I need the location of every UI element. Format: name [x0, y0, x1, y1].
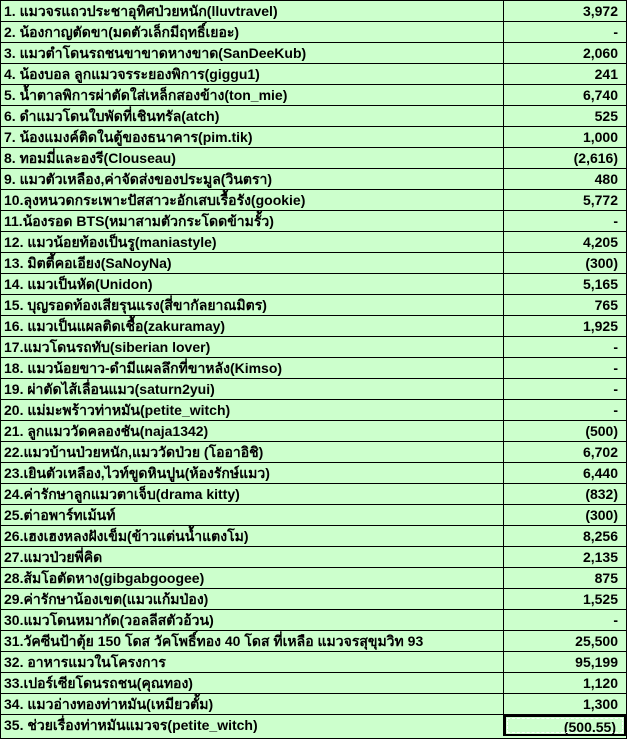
amount-cell[interactable]: - — [613, 24, 618, 40]
description-cell[interactable]: 31.วัคซีนป้าตุ้ย 150 โดส วัคโพธิ์ทอง 40 โดส ที่เหลือ แมวจรสุขุมวิท 93 — [1, 631, 504, 651]
amount-cell[interactable]: 1,000 — [582, 129, 618, 145]
description-cell[interactable]: 30.แมวโดนหมากัด(วอลลีสตัวอ้วน) — [1, 610, 504, 630]
description-cell[interactable]: 20. แม่มะพร้าวท่าหมัน(petite_witch) — [1, 400, 504, 420]
amount-cell[interactable]: (300) — [585, 507, 618, 523]
amount-cell[interactable]: (300) — [585, 255, 618, 271]
description-cell[interactable]: 19. ผ่าตัดไส้เลื่อนแมว(saturn2yui) — [1, 379, 504, 399]
amount-cell[interactable]: 2,060 — [582, 45, 618, 61]
amount-cell[interactable]: - — [613, 339, 618, 355]
description-cell[interactable]: 34. แมวอ่างทองท่าหมัน(เหมียวตั้ม) — [1, 694, 504, 714]
amount-cell[interactable]: (500) — [585, 423, 618, 439]
description-cell[interactable]: 25.ต่าอพาร์ทเม้นท์ — [1, 505, 504, 525]
description-cell[interactable]: 28.ส้มโอตัดหาง(gibgabgoogee) — [1, 568, 504, 588]
table-row — [1, 589, 626, 610]
table-row — [1, 43, 626, 64]
table-row — [1, 211, 626, 232]
table-row — [1, 568, 626, 589]
description-cell[interactable]: 5. น้ำตาลพิการผ่าตัดใส่เหล็กสองข้าง(ton_mie) — [1, 85, 504, 105]
description-cell[interactable]: 1. แมวจรแถวประชาอุทิศป่วยหนัก(lluvtravel) — [1, 1, 504, 21]
amount-cell[interactable]: 1,925 — [582, 318, 618, 334]
table-row — [1, 421, 626, 442]
description-cell[interactable]: 17.แมวโดนรถทับ(siberian lover) — [1, 337, 504, 357]
amount-cell[interactable]: 241 — [594, 66, 618, 82]
table-row — [1, 85, 626, 106]
amount-cell[interactable]: (832) — [585, 486, 618, 502]
amount-cell[interactable]: 5,165 — [582, 276, 618, 292]
table-row — [1, 694, 626, 715]
description-cell[interactable]: 35. ช่วยเรื่องท่าหมันแมวจร(petite_witch) — [1, 715, 504, 736]
description-cell[interactable]: 26.เฮงเฮงหลงฝังเข็ม(ข้าวแต่นน้ำแตงโม) — [1, 526, 504, 546]
table-row — [1, 295, 626, 316]
table-row — [1, 253, 626, 274]
table-row — [1, 127, 626, 148]
amount-cell[interactable]: 1,120 — [582, 675, 618, 691]
description-cell[interactable]: 18. แมวน้อยขาว-ดำมีแผลลึกที่ขาหลัง(Kimso) — [1, 358, 504, 378]
amount-cell[interactable]: - — [613, 213, 618, 229]
description-cell[interactable]: 7. น้องแมงค์ติดในตู้ของธนาคาร(pim.tik) — [1, 127, 504, 147]
table-row — [1, 169, 626, 190]
table-row — [1, 1, 626, 22]
description-cell[interactable]: 22.แมวบ้านป่วยหนัก,แมววัดป่วย (โออาอิชิ) — [1, 442, 504, 462]
description-cell[interactable]: 8. ทอมมี่และองรี(Clouseau) — [1, 148, 504, 168]
table-row — [1, 463, 626, 484]
description-cell[interactable]: 23.เยินตัวเหลือง,ไวท์ขูดหินปูน(ห้องรักษ์แมว) — [1, 463, 504, 483]
description-cell[interactable]: 15. บุญรอดท้องเสียรุนแรง(สี่ขากัลยาณมิตร) — [1, 295, 504, 315]
description-cell[interactable]: 21. ลูกแมววัดคลองชัน(naja1342) — [1, 421, 504, 441]
table-row — [1, 232, 626, 253]
table-row — [1, 316, 626, 337]
description-cell[interactable]: 16. แมวเป็นแผลติดเชื้อ(zakuramay) — [1, 316, 504, 336]
table-row — [1, 715, 626, 736]
table-row — [1, 400, 626, 421]
description-cell[interactable]: 33.เปอร์เซียโดนรถชน(คุณทอง) — [1, 673, 504, 693]
amount-cell[interactable]: - — [613, 360, 618, 376]
table-row — [1, 631, 626, 652]
amount-cell[interactable]: - — [613, 402, 618, 418]
description-cell[interactable]: 12. แมวน้อยท้องเป็นรู(maniastyle) — [1, 232, 504, 252]
amount-cell-selected[interactable]: (500.55) — [504, 715, 626, 736]
table-row — [1, 505, 626, 526]
amount-cell[interactable]: 6,440 — [582, 465, 618, 481]
amount-cell[interactable]: 765 — [594, 297, 618, 313]
amount-cell[interactable]: 25,500 — [575, 633, 618, 649]
description-cell[interactable]: 27.แมวป่วยพี่คิด — [1, 547, 504, 567]
amount-cell[interactable]: 2,135 — [582, 549, 618, 565]
amount-cell[interactable]: 4,205 — [582, 234, 618, 250]
amount-cell[interactable]: 1,300 — [582, 696, 618, 712]
table-row — [1, 106, 626, 127]
amount-cell[interactable]: 8,256 — [582, 528, 618, 544]
description-cell[interactable]: 9. แมวตัวเหลือง,ค่าจัดส่งของประมูล(วินตรา) — [1, 169, 504, 189]
amount-cell[interactable]: 1,525 — [582, 591, 618, 607]
description-cell[interactable]: 3. แมวตำโดนรถชนขาขาดหางขาด(SanDeeKub) — [1, 43, 504, 63]
table-row — [1, 547, 626, 568]
table-row — [1, 358, 626, 379]
amount-cell[interactable]: 480 — [594, 171, 618, 187]
table-row — [1, 484, 626, 505]
table-row — [1, 673, 626, 694]
amount-cell[interactable]: 525 — [594, 108, 618, 124]
description-cell[interactable]: 11.น้องรอด BTS(หมาสามตัวกระโดดข้ามรั้ว) — [1, 211, 504, 231]
description-cell[interactable]: 24.ค่ารักษาลูกแมวตาเจ็บ(drama kitty) — [1, 484, 504, 504]
table-row — [1, 148, 626, 169]
table-row — [1, 274, 626, 295]
table-row — [1, 652, 626, 673]
description-cell[interactable]: 13. มิตตี้คอเอียง(SaNoyNa) — [1, 253, 504, 273]
table-row — [1, 379, 626, 400]
amount-cell[interactable]: - — [613, 612, 618, 628]
amount-cell[interactable]: 5,772 — [582, 192, 618, 208]
amount-cell[interactable]: 6,702 — [582, 444, 618, 460]
table-row — [1, 442, 626, 463]
description-cell[interactable]: 32. อาหารแมวในโครงการ — [1, 652, 504, 672]
table-row — [1, 190, 626, 211]
amount-cell[interactable]: (2,616) — [573, 150, 618, 166]
description-cell[interactable]: 10.ลุงหนวดกระเพาะปัสสาวะอักเสบเรื้อรัง(gookie) — [1, 190, 504, 210]
description-cell[interactable]: 2. น้องกาญตัดขา(มดตัวเล็กมีฤทธิ์เยอะ) — [1, 22, 504, 42]
amount-cell[interactable]: 6,740 — [582, 87, 618, 103]
table-row — [1, 22, 626, 43]
amount-cell[interactable]: - — [613, 381, 618, 397]
amount-cell[interactable]: 95,199 — [575, 654, 618, 670]
table-row — [1, 526, 626, 547]
amount-cell[interactable]: 875 — [594, 570, 618, 586]
table-row — [1, 337, 626, 358]
table-row — [1, 610, 626, 631]
description-cell[interactable]: 29.ค่ารักษาน้องเขต(แมวแก้มป่อง) — [1, 589, 504, 609]
description-cell[interactable]: 4. น้องบอล ลูกแมวจรระยองพิการ(giggu1) — [1, 64, 504, 84]
description-cell[interactable]: 6. ดำแมวโดนใบพัดที่เชินทรัล(atch) — [1, 106, 504, 126]
description-cell[interactable]: 14. แมวเป็นหัด(Unidon) — [1, 274, 504, 294]
table-row — [1, 64, 626, 85]
amount-cell[interactable]: 3,972 — [582, 3, 618, 19]
